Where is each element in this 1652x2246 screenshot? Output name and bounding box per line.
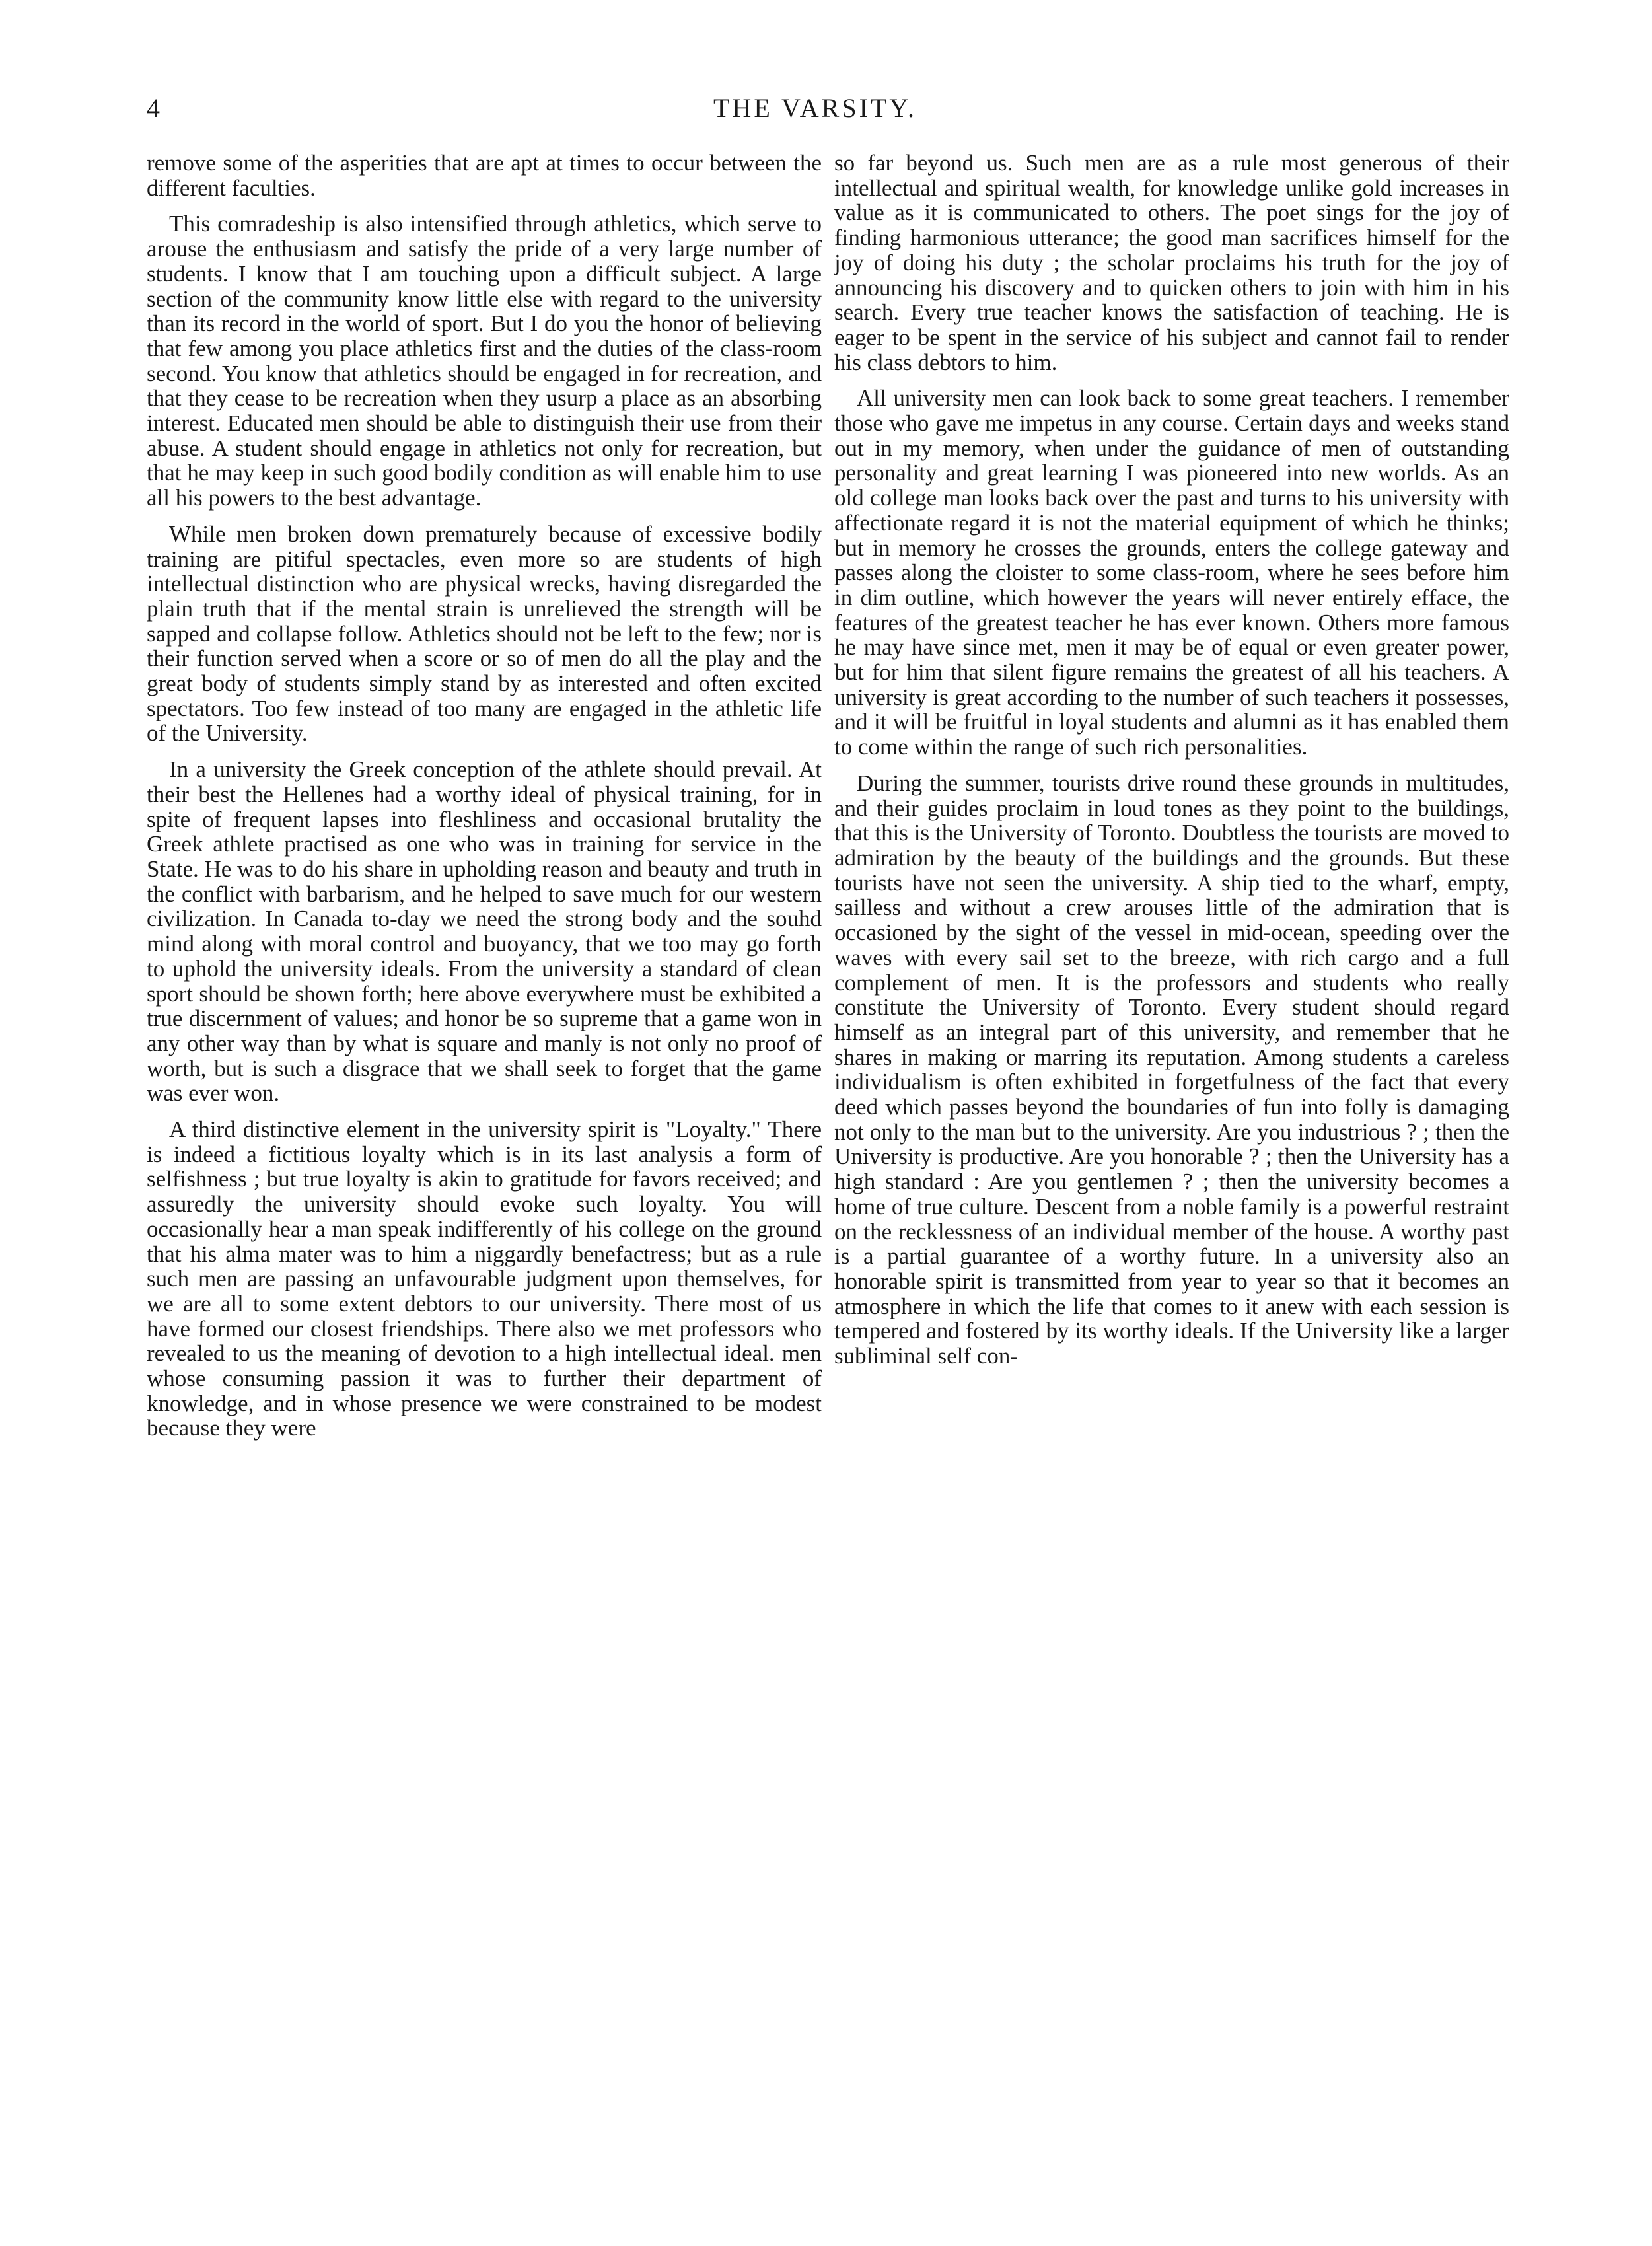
paragraph: All university men can look back to some great teachers. I remember those who gave me impetus in any course. Certain days and weeks stand out in my memory, when under the guidance of men of outstanding personality and great learning I was pioneered into new worlds. As an old college man looks back over the past and turns to his university with affectionate regard it is not the material equipment of which he thinks; but in memory he crosses the grounds, enters the college gateway and passes along the cloister to some class-room, where he sees before him in dim outline, which however the years will never entirely efface, the features of the greatest teacher he has ever known. Others more famous he may have since met, men it may be of equal or even greater power, but for him that silent figure remains the greatest of all his teachers. A university is great according to the number of such teachers it possesses, and it will be fruitful in loyal students and alumni as it has enabled them to come within the range of such rich personalities. xyxy=(834,385,1509,760)
paragraph: remove some of the asperities that are apt at times to occur between the different faculties. xyxy=(147,150,822,201)
paragraph: so far beyond us. Such men are as a rule most generous of their intellectual and spiritual wealth, for knowledge unlike gold increases in value as it is communicated to others. The poet sings for the joy of finding harmonious utterance; the good man sacrifices himself for the joy of doing his duty ; the scholar proclaims his truth for the joy of announcing his discovery and to quicken others to join with him in his search. Every true teacher knows the satisfaction of teaching. He is eager to be spent in the service of his subject and cannot fail to render his class debtors to him. xyxy=(834,150,1509,375)
paragraph: During the summer, tourists drive round these grounds in multitudes, and their guides proclaim in loud tones as they point to the buildings, that this is the University of Toronto. Doubtless the tourists are moved to admiration by the beauty of the buildings and the grounds. But these tourists have not seen the university. A ship tied to the wharf, empty, sailless and without a crew arouses little of the admiration that is occasioned by the sight of the vessel in mid-ocean, speeding over the waves with every sail set to the breeze, with rich cargo and a full complement of men. It is the professors and students who really constitute the University of Toronto. Every student should regard himself as an integral part of this university, and remember that he shares in making or marring its reputation. Among students a careless individualism is often exhibited in forgetfulness of the fact that every deed which passes beyond the boundaries of fun into folly is damaging not only to the man but to the university. Are you industrious ? ; then the University is productive. Are you honorable ? ; then the University has a high standard : Are you gentlemen ? ; then the university becomes a home of true culture. Descent from a noble family is a powerful restraint on the recklessness of an individual member of the house. A worthy past is a partial guarantee of a worthy future. In a university also an honorable spirit is transmitted from year to year so that it becomes an atmosphere in which the life that comes to it anew with each session is tempered and fostered by its worthy ideals. If the University like a larger subliminal self con- xyxy=(834,770,1509,1369)
paragraph: While men broken down prematurely because of excessive bodily training are pitiful spectacles, even more so are students of high intellectual distinction who are physical wrecks, having disregarded the plain truth that if the mental strain is unrelieved the strength will be sapped and collapse follow. Athletics should not be left to the few; nor is their function served when a score or so of men do all the play and the great body of students simply stand by as interested and often excited spectators. Too few instead of too many are engaged in the athletic life of the University. xyxy=(147,521,822,746)
paragraph: A third distinctive element in the university spirit is "Loyalty." There is indeed a fictitious loyalty which is in its last analysis a form of selfishness ; but true loyalty is akin to gratitude for favors received; and assuredly the university should evoke such loyalty. You will occasionally hear a man speak indifferently of his college on the ground that his alma mater was to him a niggardly benefactress; but as a rule such men are passing an unfavourable judgment upon themselves, for we are all to some extent debtors to our university. There most of us have formed our closest friendships. There also we met professors who revealed to us the meaning of devotion to a high intellectual ideal. men whose consuming passion it was to further their department of knowledge, and in whose presence we were constrained to be modest because they were xyxy=(147,1116,822,1441)
paragraph: In a university the Greek conception of the athlete should prevail. At their best the Hellenes had a worthy ideal of physical training, for in spite of frequent lapses into fleshliness and occasional brutality the Greek athlete practised as one who was in training for service in the State. He was to do his share in upholding reason and beauty and truth in the conflict with barbarism, and he helped to save much for our western civilization. In Canada to-day we need the strong body and the souhd mind along with moral control and buoyancy, that we too may go forth to uphold the university ideals. From the university a standard of clean sport should be shown forth; here above everywhere must be exhibited a true discernment of values; and honor be so supreme that a game won in any other way than by what is square and manly is not only no proof of worth, but is such a disgrace that we shall seek to forget that the game was ever won. xyxy=(147,756,822,1106)
running-title: THE VARSITY. xyxy=(713,93,917,123)
right-column xyxy=(834,151,1509,1380)
left-column xyxy=(147,151,822,1452)
page-number: 4 xyxy=(147,93,160,123)
paragraph: This comradeship is also intensified through athletics, which serve to arouse the enthusiasm and satisfy the pride of a very large number of students. I know that I am touching upon a difficult subject. A large section of the community know little else with regard to the university than its record in the world of sport. But I do you the honor of believing that few among you place athletics first and the duties of the class-room second. You know that athletics should be engaged in for recreation, and that they cease to be recreation when they usurp a place as an absorbing interest. Educated men should be able to distinguish their use from their abuse. A student should engage in athletics not only for recreation, but that he may keep in such good bodily condition as will enable him to use all his powers to the best advantage. xyxy=(147,211,822,511)
